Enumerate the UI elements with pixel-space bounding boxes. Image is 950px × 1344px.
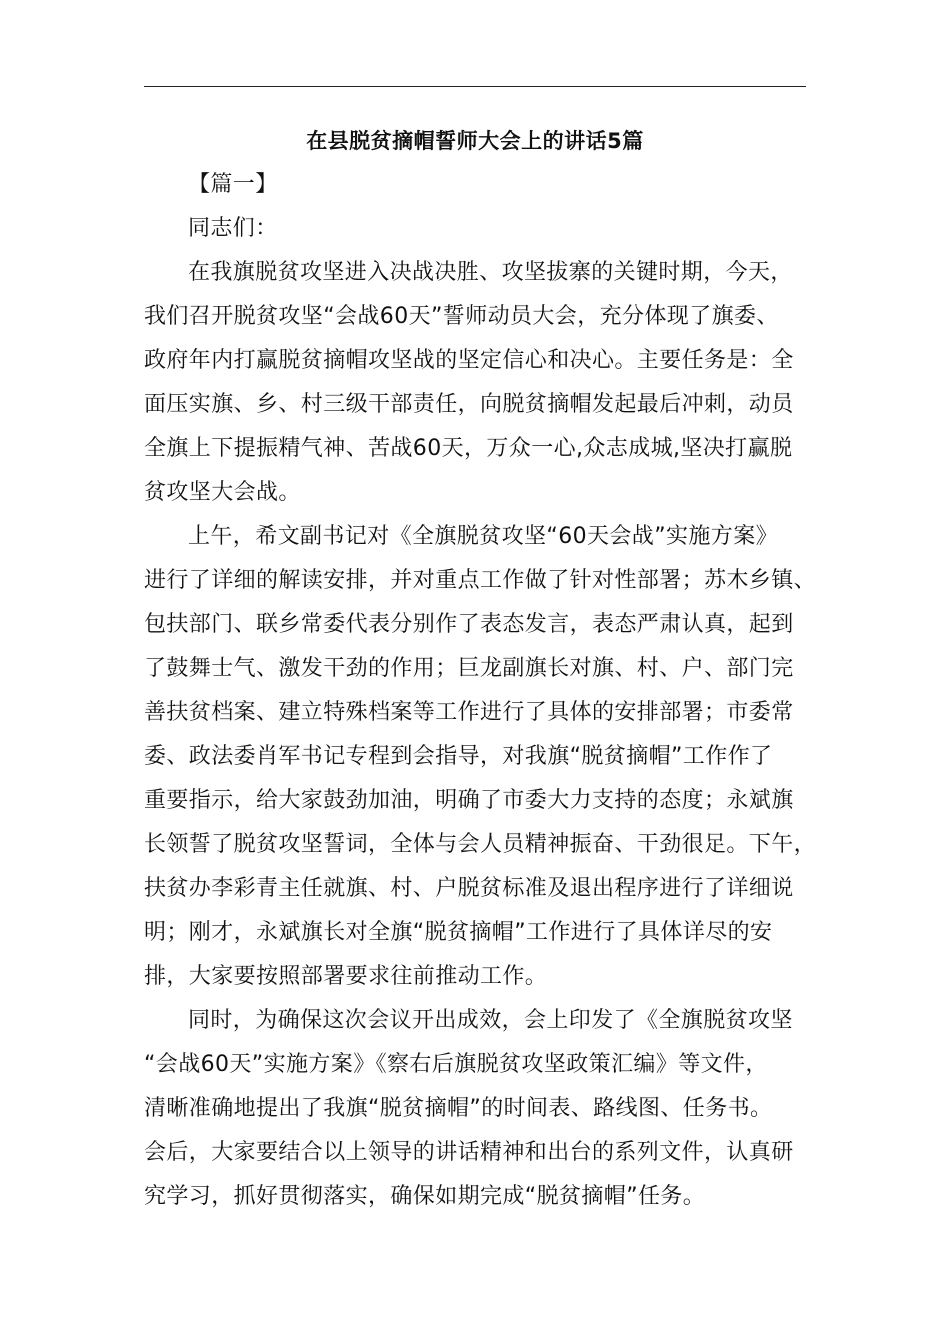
body-line: 全旗上下提振精气神、苦战60天，万众一心,众志成城,坚决打赢脱 (144, 436, 793, 461)
header-rule (144, 86, 806, 87)
document-title: 在县脱贫摘帽誓师大会上的讲话5篇 (306, 129, 644, 153)
body-line: 政府年内打赢脱贫摘帽攻坚战的坚定信心和决心。主要任务是：全 (144, 348, 794, 373)
body-line: 包扶部门、联乡常委代表分别作了表态发言，表态严肃认真，起到 (144, 612, 794, 637)
body-line: 上午，希文副书记对《全旗脱贫攻坚“60天会战”实施方案》 (188, 524, 778, 549)
body-line: 清晰准确地提出了我旗“脱贫摘帽”的时间表、路线图、任务书。 (144, 1096, 773, 1121)
body-line: 在我旗脱贫攻坚进入决战决胜、攻坚拔寨的关键时期，今天， (188, 260, 793, 285)
body-line: 长领誓了脱贫攻坚誓词，全体与会人员精神振奋、干劲很足。下午， (144, 832, 817, 857)
body-line: 明；刚才，永斌旗长对全旗“脱贫摘帽”工作进行了具体详尽的安 (144, 920, 773, 945)
body-line: 会后，大家要结合以上领导的讲话精神和出台的系列文件，认真研 (144, 1140, 794, 1165)
body-line: 贫攻坚大会战。 (144, 480, 301, 505)
body-line: 进行了详细的解读安排，并对重点工作做了针对性部署；苏木乡镇、 (144, 568, 817, 593)
body-line: 了鼓舞士气、激发干劲的作用；巨龙副旗长对旗、村、户、部门完 (144, 656, 794, 681)
body-line: 同时，为确保这次会议开出成效，会上印发了《全旗脱贫攻坚 (188, 1008, 793, 1033)
body-line: 重要指示，给大家鼓劲加油，明确了市委大力支持的态度；永斌旗 (144, 788, 794, 813)
salutation: 同志们： (188, 216, 278, 241)
body-line: 委、政法委肖军书记专程到会指导，对我旗“脱贫摘帽”工作作了 (144, 744, 773, 769)
body-line: 善扶贫档案、建立特殊档案等工作进行了具体的安排部署；市委常 (144, 700, 794, 725)
body-line: 我们召开脱贫攻坚“会战60天”誓师动员大会，充分体现了旗委、 (144, 304, 779, 329)
body-line: 面压实旗、乡、村三级干部责任，向脱贫摘帽发起最后冲刺，动员 (144, 392, 794, 417)
body-line: 扶贫办李彩青主任就旗、村、户脱贫标准及退出程序进行了详细说 (144, 876, 794, 901)
body-line: 排，大家要按照部署要求往前推动工作。 (144, 964, 548, 989)
body-line: 究学习，抓好贯彻落实，确保如期完成“脱贫摘帽”任务。 (144, 1184, 706, 1209)
section-label: 【篇一】 (188, 172, 278, 197)
body-line: “会战60天”实施方案》《察右后旗脱贫攻坚政策汇编》等文件， (144, 1052, 768, 1077)
